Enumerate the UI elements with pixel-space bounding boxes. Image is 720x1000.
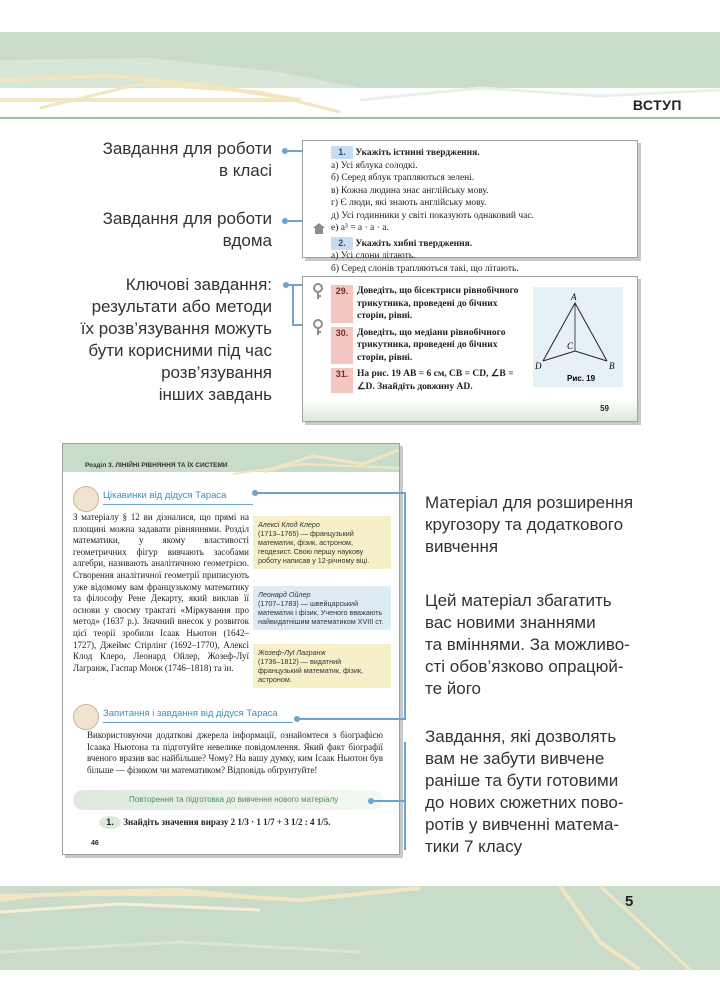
review-title: Повторення та підготовка до вивчення нового матеріалу (129, 795, 339, 804)
connector-line (370, 800, 406, 802)
info-card-euler: Леонард Ойлер (1707–1783) — швейцарський математик і фізик. Ученого вважають найвидатнішим математиком XVIII ст. (253, 586, 391, 630)
task-text: На рис. 19 AB = 6 см, CB = CD, ∠B = ∠D. Знайдіть довжину AD. (357, 369, 514, 392)
connector-line (254, 492, 404, 494)
info-card-clairaut: Алексі Клод Клеро (1713–1765) — французький математик, фізик, астроном, геодезист. Свою першу наукову роботу написав у 12-річному віці. (253, 516, 391, 569)
connector-dot (368, 798, 374, 804)
connector-dot (294, 716, 300, 722)
label-home-tasks: Завдання для роботи вдома (102, 209, 272, 250)
connector-line (296, 718, 406, 720)
title-line (103, 504, 253, 505)
page-number-46: 46 (91, 840, 99, 847)
triangle-diagram (533, 287, 623, 387)
taras-text-1: З матеріалу § 12 ви дізналися, що прямі на площині можна задавати рівняннями. Розділ математики, у якому властивості геометричних фігур вивчають засобами алгебри, називають аналітичною геометрією. Створення аналітичної геометрії приписують уже відомому вам французькому математику та філософу Рене Декарту, який виклав її основи у своєму трактаті «Міркування про метод» (1637 р.). Значний внесок у розвиток цієї теорії зробили Ісаак Ньютон (1642–1727), Джеймс Стірлінг (1692–1770), Алексі Клод Клеро, Леонард Ойлер, Жозеф-Луї Лагранж, Гаспар Монж (1746–1818) та ін. (73, 512, 249, 673)
review-text: Знайдіть значення виразу (123, 817, 229, 827)
figure-19 (533, 287, 623, 387)
info-card-lagrange: Жозеф-Луї Лагранж (1736–1812) — видатний французький математик, фізик, астроном. (253, 644, 391, 688)
page-number-59: 59 (600, 404, 609, 413)
task-item: г) Є люди, які знають англійську мову. (331, 198, 487, 208)
class-home-tasks-box (302, 140, 638, 274)
review-task (99, 816, 389, 829)
connector-dot (252, 490, 258, 496)
task-text: Доведіть, що бісектриси рівнобічного трикутника, проведені до бічних сторін, рівні. (357, 286, 519, 321)
taras-title-2: Запитання і завдання від дідуся Тараса (103, 708, 278, 719)
key-icon (311, 319, 325, 335)
avatar (73, 704, 99, 730)
connector-line (404, 492, 406, 720)
key-icon (311, 283, 325, 299)
label-d: D (535, 361, 542, 371)
taras-text-2: Використовуючи додаткові джерела інформації, ознайомтеся з біографією Ісаака Ньютона та підготуйте невелике повідомлення. Який факт біографії вченого вразив вас найбільше? Чому? На вашу думку, ким Ісаак Ньютон був більше — фізиком чи математиком? Відповідь обґрунтуйте! (87, 730, 383, 775)
task-number: 29. (331, 285, 353, 323)
box-footer-strip (303, 399, 637, 421)
task-title: Укажіть хибні твердження. (355, 238, 473, 249)
task-number: 1. (99, 816, 121, 829)
review-expression: 2 1/3 · 1 1/7 + 3 1/2 : 4 1/5. (230, 817, 331, 827)
label-c: C (567, 341, 574, 351)
taras-title-1: Цікавинки від дідуся Тараса (103, 490, 227, 501)
connector-dot (282, 218, 288, 224)
label-review: Завдання, які дозволять вам не забути вивчене раніше та бути готовими до нових сюжетних пово- ротів у вивченні матема- тики 7 класу (425, 727, 624, 856)
key-tasks-box (302, 276, 638, 422)
label-class-tasks: Завдання для роботи в класі (102, 139, 272, 180)
connector-dot (283, 282, 289, 288)
title-line (103, 722, 293, 723)
label-a: A (571, 292, 577, 302)
task-text: Доведіть, що медіани рівнобічного трикутника, проведені до бічних сторін, рівні. (357, 327, 506, 363)
task-item: а) Усі слони літають. (331, 251, 416, 261)
task-number: 31. (331, 368, 353, 393)
label-key-tasks: Ключові завдання: результати або методи їх розв’язування можуть бути корисними під час розв’язування інших завдань (80, 275, 272, 404)
task-item: д) Усі годинники у світі показують однаковий час. (331, 210, 534, 221)
label-b: B (609, 361, 615, 371)
task-item: в) Кожна людина знає англійську мову. (331, 185, 489, 196)
task-item: б) Серед яблук трапляються зелені. (331, 173, 475, 183)
task-item: б) Серед слонів трапляються такі, що літають. (331, 263, 519, 274)
task-item: е) a³ = a · a · a. (331, 223, 389, 233)
connector-line (404, 742, 406, 850)
task-item: а) Усі яблука солодкі. (331, 160, 418, 171)
connector-line (292, 284, 294, 326)
footer-band (0, 882, 720, 1000)
figure-caption: Рис. 19 (567, 374, 596, 383)
connector-dot (282, 148, 288, 154)
task-title: Укажіть істинні твердження. (355, 148, 480, 158)
house-icon (313, 223, 325, 234)
section-title: ВСТУП (632, 97, 682, 113)
task-number: 2. (331, 237, 353, 250)
task-number: 30. (331, 327, 353, 365)
avatar (73, 486, 99, 512)
running-head: Розділ 3. ЛІНІЙНІ РІВНЯННЯ ТА ЇХ СИСТЕМИ (85, 462, 228, 469)
label-knowledge: Цей матеріал збагатить вас новими знаннями та вміннями. За можливо- сті обов’язково опрацюй- те його (425, 591, 630, 698)
page-46-preview (62, 443, 400, 855)
page-number: 5 (625, 893, 634, 910)
header-band (0, 0, 720, 120)
label-enrich: Матеріал для розширення кругозору та додаткового вивчення (425, 493, 634, 556)
task-number: 1. (331, 146, 353, 159)
